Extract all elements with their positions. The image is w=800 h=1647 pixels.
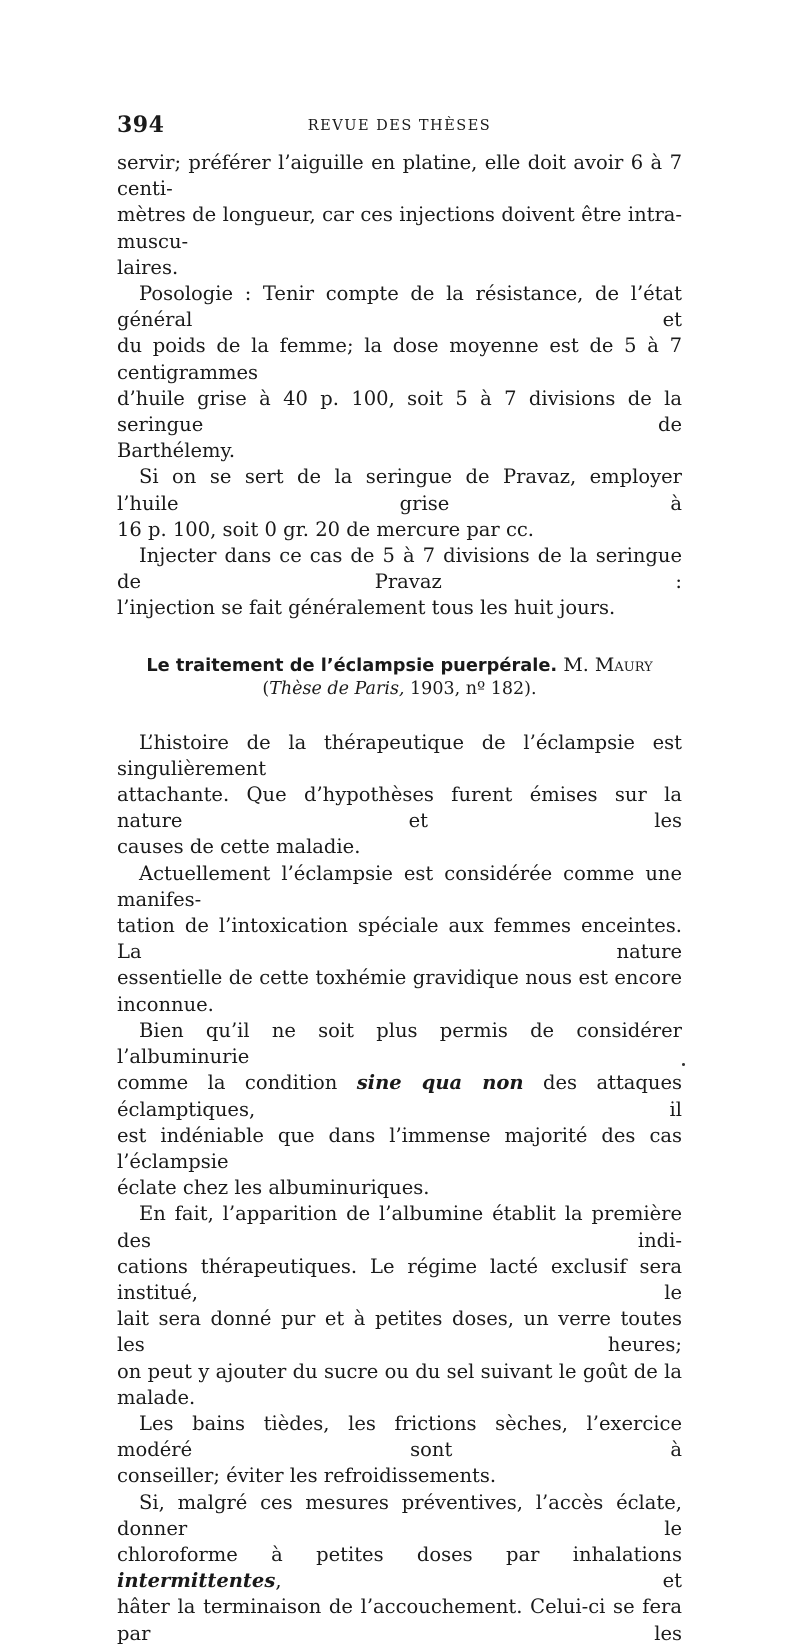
ink-speck (682, 1063, 685, 1066)
text-line (117, 1542, 682, 1594)
text-line: Bien qu’il ne soit plus permis de considérer l’albuminurie (117, 1018, 682, 1069)
text-line: lait sera donné pur et à petites doses, un verre toutes les heures; (117, 1307, 682, 1357)
text-line: éclate chez les albuminuriques. (117, 1176, 430, 1200)
text-run: , et (275, 1569, 682, 1593)
article-title-line (117, 653, 682, 678)
article-author (563, 654, 652, 676)
paragraph-history (117, 730, 682, 861)
emphasis-word: intermittentes (117, 1569, 276, 1593)
paragraph-pravaz-syringe (117, 464, 682, 543)
text-line: inconnue. (117, 992, 214, 1016)
text-run: chloroforme à petites doses par inhalations (117, 1542, 682, 1566)
text-line: Si, malgré ces mesures préventives, l’accès éclate, donner le (117, 1490, 682, 1540)
text-line: attachante. Que d’hypothèses furent émises sur la nature et les (117, 783, 682, 833)
text-line (117, 1070, 682, 1122)
text-line: mètres de longueur, car ces injections doivent être intra-muscu- (117, 203, 682, 253)
author-name: Maury (594, 653, 653, 676)
text-run: comme la condition (117, 1071, 357, 1095)
article-heading (117, 653, 682, 700)
paragraph-baths (117, 1411, 682, 1490)
text-line: Si on se sert de la seringue de Pravaz, employer l’huile grise à (117, 465, 682, 515)
text-line: Actuellement l’éclampsie est considérée comme une manifes- (117, 861, 682, 911)
text-line: servir; préférer l’aiguille en platine, elle doit avoir 6 à 7 centi- (117, 151, 682, 201)
text-line: hâter la terminaison de l’accouchement. Celui-ci se fera par les (117, 1595, 682, 1645)
page-number: 394 (117, 112, 165, 138)
paragraph-chloroform (117, 1490, 682, 1647)
paragraph-milk-diet (117, 1201, 682, 1411)
citation-rest: 1903, nº 182). (404, 678, 537, 699)
text-line: tation de l’intoxication spéciale aux femmes enceintes. La nature (117, 914, 682, 964)
text-line: 16 p. 100, soit 0 gr. 20 de mercure par cc. (117, 517, 534, 541)
text-line: Les bains tièdes, les frictions sèches, l’exercice modéré sont à (117, 1411, 682, 1462)
text-line: En fait, l’apparition de l’albumine établit la première des indi- (117, 1202, 682, 1252)
text-run: des attaques éclamptiques, il (117, 1071, 682, 1121)
text-line: essentielle de cette toxhémie gravidique nous est encore (117, 966, 682, 990)
running-title: REVUE DES THÈSES (307, 118, 492, 134)
text-line: causes de cette maladie. (117, 835, 361, 859)
text-line: Posologie : Tenir compte de la résistance, de l’état général et (117, 282, 682, 332)
text-line: cations thérapeutiques. Le régime lacté exclusif sera institué, le (117, 1254, 682, 1304)
text-line: conseiller; éviter les refroidissements. (117, 1464, 497, 1488)
article-title: Le traitement de l’éclampsie puerpérale. (146, 654, 558, 676)
text-line: L’histoire de la thérapeutique de l’éclampsie est singulièrement (117, 730, 682, 780)
text-line: est indéniable que dans l’immense majorité des cas l’éclampsie (117, 1123, 682, 1173)
running-head (117, 112, 682, 146)
text-line: laires. (117, 255, 179, 279)
paragraph-injection-dose (117, 543, 682, 622)
text-line: Barthélemy. (117, 439, 236, 463)
paragraph-injection-needle (117, 150, 682, 281)
citation-open: ( (262, 678, 270, 699)
text-line: Injecter dans ce cas de 5 à 7 divisions de la seringue de Pravaz : (117, 544, 682, 594)
text-line: on peut y ajouter du sucre ou du sel suivant le goût de la malade. (117, 1359, 682, 1409)
paragraph-albuminuria (117, 1018, 682, 1201)
citation-italic: Thèse de Paris, (269, 678, 405, 699)
paragraph-posologie (117, 281, 682, 464)
latin-phrase: sine qua non (356, 1071, 524, 1095)
book-page (117, 112, 682, 1647)
article-citation (117, 678, 682, 700)
text-line: d’huile grise à 40 p. 100, soit 5 à 7 divisions de la seringue de (117, 386, 682, 437)
paragraph-current-view (117, 861, 682, 1018)
text-line: du poids de la femme; la dose moyenne est de 5 à 7 centigrammes (117, 334, 682, 384)
author-initial: M. (563, 653, 589, 676)
text-line: l’injection se fait généralement tous les huit jours. (117, 596, 616, 620)
